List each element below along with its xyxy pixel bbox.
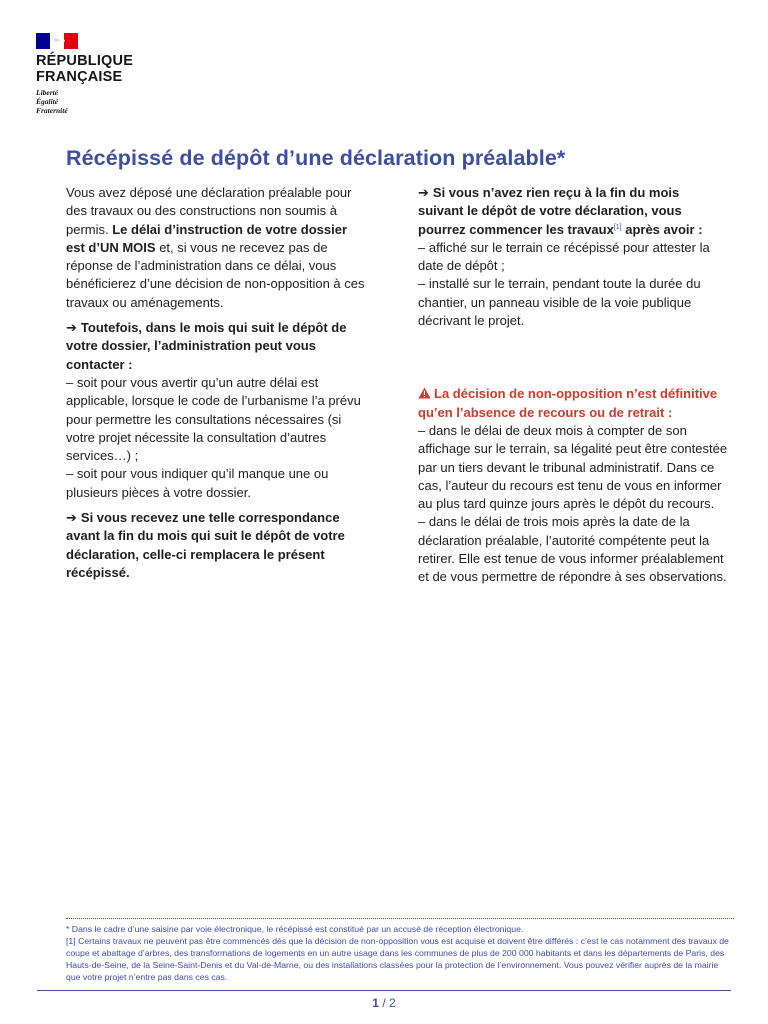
warning-title: La décision de non-opposition n’est définitive qu’en l’absence de recours ou de retrait : (418, 386, 718, 420)
marianne-flag-icon (36, 33, 78, 49)
arrow-right-icon: ➔ (66, 320, 77, 336)
page-total: 2 (389, 996, 396, 1010)
start-works-heading-end: après avoir : (621, 221, 703, 237)
start-works-item-panel: – installé sur le terrain, pendant toute la durée du chantier, un panneau visible de la voie publique décrivant le projet. (418, 276, 701, 329)
republique-francaise-logo (36, 33, 166, 115)
start-works-item-display: – affiché sur le terrain ce récépissé pour attester la date de dépôt ; (418, 239, 710, 274)
arrow-right-icon: ➔ (66, 510, 77, 526)
footnotes (66, 923, 734, 983)
left-column (66, 184, 366, 582)
start-works-paragraph (418, 184, 728, 330)
warning-paragraph (418, 385, 728, 586)
start-works-heading: Si vous n’avez rien reçu à la fin du mois suivant le dépôt de votre déclaration, vous pourrez commencer les travaux (418, 185, 682, 237)
right-column (418, 184, 728, 587)
correspondence-text: Si vous recevez une telle correspondance avant la fin du mois qui suit le dépôt de votre déclaration, celle-ci remplacera le présent récépissé. (66, 510, 345, 580)
contact-item-delay: – soit pour vous avertir qu’un autre délai est applicable, lorsque le code de l’urbanisme l’a prévu pour permettre les consultations nécessaires (si votre projet nécessite la consultation d’autres services…) ; (66, 374, 361, 464)
arrow-right-icon: ➔ (418, 185, 429, 200)
intro-text-end: et, si vous ne recevez pas de réponse de l’administration dans ce délai, vous bénéficierez d’une décision de non-opposition à ces travaux ou aménagements. (66, 239, 365, 310)
footnote-star: * Dans le cadre d’une saisine par voie électronique, le récépissé est constitué par un accusé de réception électronique. (66, 924, 524, 934)
bottom-divider (37, 990, 731, 991)
contact-paragraph (66, 319, 366, 502)
correspondence-paragraph (66, 509, 366, 582)
page-current: 1 (372, 996, 379, 1010)
rf-line-1: RÉPUBLIQUE (36, 53, 134, 69)
warning-item-appeal: – dans le délai de deux mois à compter de son affichage sur le terrain, sa légalité peut être contestée par un tiers devant le tribunal administratif. Dans ce cas, l’auteur du recours est tenu de vous en informer au plus tard quinze jours après le dépôt du recours. (418, 422, 728, 512)
intro-paragraph (66, 184, 366, 312)
warning-item-withdrawal: – dans le délai de trois mois après la date de la déclaration préalable, l’autorité compétente peut la retirer. Elle est tenue de vous informer préalablement et de vous permettre de répondre à ses observations. (418, 514, 727, 585)
warning-icon (418, 387, 431, 399)
motto-fraternite: Fraternité (36, 106, 68, 115)
motto-egalite: Égalité (36, 97, 59, 106)
footnote-separator (66, 918, 734, 919)
page-separator: / (378, 996, 389, 1010)
contact-item-missing: – soit pour vous indiquer qu’il manque une ou plusieurs pièces à votre dossier. (66, 466, 329, 500)
footnote-1: [1] Certains travaux ne peuvent pas être commencés dès que la décision de non-opposition vous est acquise et doivent être différés : c’est le cas notamment des travaux de coupe et abattage d’arbres, des transformations de logements en un autre usage dans les communes de plus de 200 000 habitants et dans les départements de Paris, des Hauts-de-Seine, de la Seine-Saint-Denis et du Val-de-Marne, ou des installations classées pour la protection de l’environnement. Vous pouvez vérifier auprès de la mairie que votre projet n’entre pas dans ces cas. (66, 936, 729, 982)
intro-deadline: Le délai d’instruction de votre dossier est d’UN MOIS (66, 221, 348, 255)
intro-text: Vous avez déposé une déclaration préalable pour des travaux ou des constructions non soumis à permis. (66, 185, 352, 237)
page-indicator (0, 996, 768, 1010)
contact-heading: Toutefois, dans le mois qui suit le dépôt de votre dossier, l’administration peut vous contacter : (66, 320, 347, 372)
rf-line-2: FRANÇAISE (36, 68, 123, 85)
motto-liberte: Liberté (36, 88, 59, 97)
footnote-ref-1[interactable]: [1] (613, 223, 622, 231)
motto (36, 88, 166, 115)
page-title: Récépissé de dépôt d’une déclaration préalable* (66, 146, 566, 170)
republique-francaise-wordmark (36, 54, 166, 85)
